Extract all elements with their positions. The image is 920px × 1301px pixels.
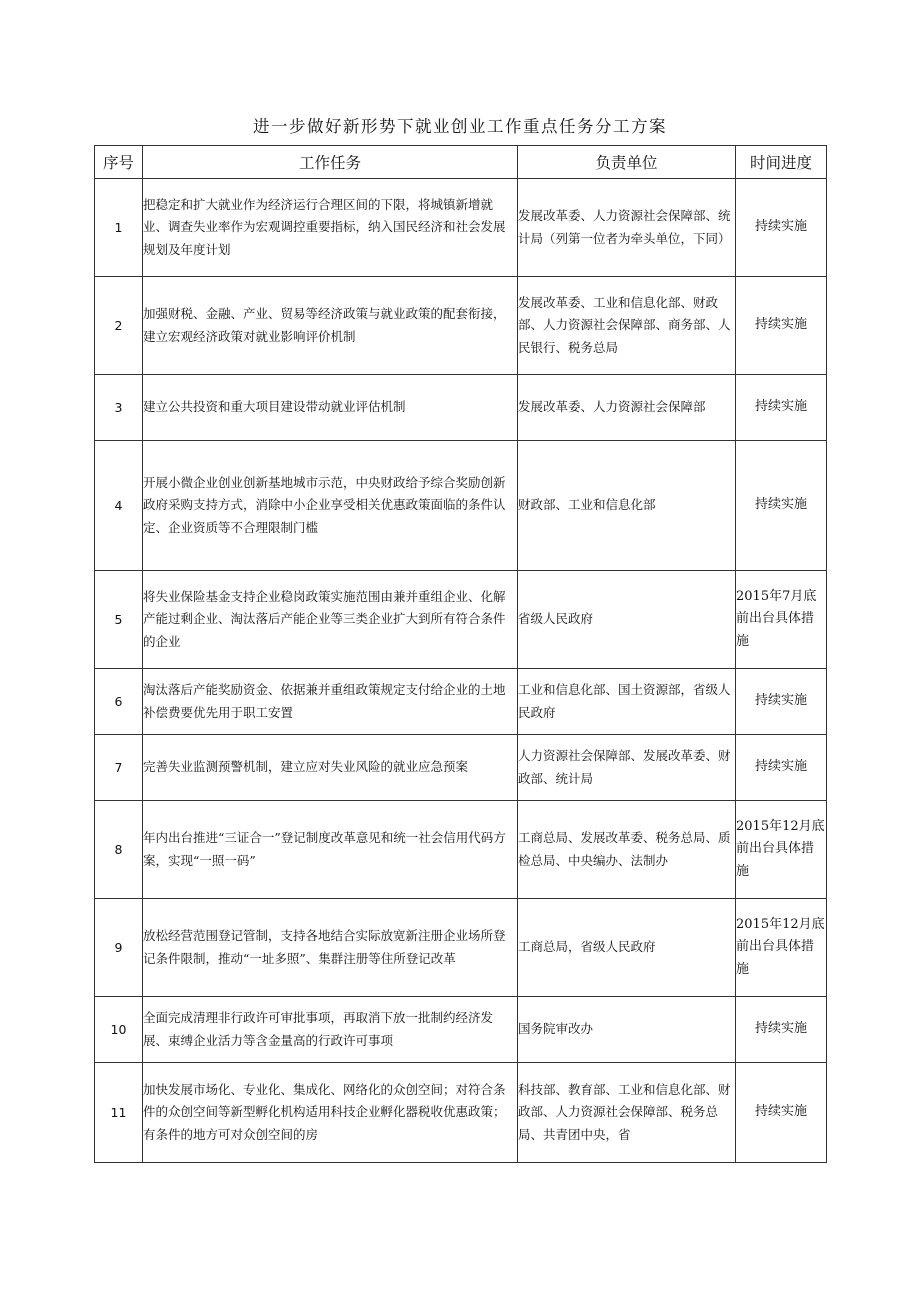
row-task: 加强财税、金融、产业、贸易等经济政策与就业政策的配套衔接，建立宏观经济政策对就业影响评价机制	[143, 277, 518, 375]
row-progress: 持续实施	[736, 441, 827, 571]
row-progress: 2015年12月底前出台具体措施	[736, 899, 827, 997]
table-row	[95, 441, 827, 571]
row-unit: 科技部、教育部、工业和信息化部、财政部、人力资源社会保障部、税务总局、共青团中央，省	[518, 1063, 736, 1163]
row-num: 5	[95, 571, 143, 669]
row-num: 6	[95, 669, 143, 735]
row-unit: 工业和信息化部、国土资源部，省级人民政府	[518, 669, 736, 735]
table-row	[95, 801, 827, 899]
row-unit: 工商总局，省级人民政府	[518, 899, 736, 997]
row-task: 放松经营范围登记管制，支持各地结合实际放宽新注册企业场所登记条件限制，推动“一址多照”、集群注册等住所登记改革	[143, 899, 518, 997]
row-task: 加快发展市场化、专业化、集成化、网络化的众创空间；对符合条件的众创空间等新型孵化机构适用科技企业孵化器税收优惠政策；有条件的地方可对众创空间的房	[143, 1063, 518, 1163]
header-unit: 负责单位	[518, 146, 736, 179]
row-unit: 人力资源社会保障部、发展改革委、财政部、统计局	[518, 735, 736, 801]
row-num: 2	[95, 277, 143, 375]
row-num: 4	[95, 441, 143, 571]
header-num: 序号	[95, 146, 143, 179]
row-task: 建立公共投资和重大项目建设带动就业评估机制	[143, 375, 518, 441]
row-task: 开展小微企业创业创新基地城市示范，中央财政给予综合奖励创新政府采购支持方式，消除中小企业享受相关优惠政策面临的条件认定、企业资质等不合理限制门槛	[143, 441, 518, 571]
row-num: 9	[95, 899, 143, 997]
row-unit: 工商总局、发展改革委、税务总局、质检总局、中央编办、法制办	[518, 801, 736, 899]
row-task: 淘汰落后产能奖励资金、依据兼并重组政策规定支付给企业的土地补偿费要优先用于职工安置	[143, 669, 518, 735]
row-unit: 发展改革委、人力资源社会保障部、统计局（列第一位者为牵头单位，下同）	[518, 179, 736, 277]
table-row	[95, 997, 827, 1063]
table-row	[95, 277, 827, 375]
table-row	[95, 735, 827, 801]
row-task: 完善失业监测预警机制，建立应对失业风险的就业应急预案	[143, 735, 518, 801]
row-progress: 持续实施	[736, 277, 827, 375]
row-num: 11	[95, 1063, 143, 1163]
row-progress: 持续实施	[736, 669, 827, 735]
row-progress: 持续实施	[736, 1063, 827, 1163]
table-row	[95, 669, 827, 735]
row-unit: 国务院审改办	[518, 997, 736, 1063]
row-num: 10	[95, 997, 143, 1063]
row-num: 3	[95, 375, 143, 441]
row-task: 把稳定和扩大就业作为经济运行合理区间的下限，将城镇新增就业、调查失业率作为宏观调控重要指标，纳入国民经济和社会发展规划及年度计划	[143, 179, 518, 277]
row-num: 8	[95, 801, 143, 899]
table-row	[95, 899, 827, 997]
row-task: 将失业保险基金支持企业稳岗政策实施范围由兼并重组企业、化解产能过剩企业、淘汰落后产能企业等三类企业扩大到所有符合条件的企业	[143, 571, 518, 669]
table-row	[95, 1063, 827, 1163]
table-row	[95, 375, 827, 441]
row-unit: 发展改革委、人力资源社会保障部	[518, 375, 736, 441]
row-task: 全面完成清理非行政许可审批事项，再取消下放一批制约经济发展、束缚企业活力等含金量高的行政许可事项	[143, 997, 518, 1063]
header-progress: 时间进度	[736, 146, 827, 179]
row-num: 7	[95, 735, 143, 801]
row-unit: 省级人民政府	[518, 571, 736, 669]
document-title: 进一步做好新形势下就业创业工作重点任务分工方案	[253, 117, 667, 136]
row-task: 年内出台推进“三证合一”登记制度改革意见和统一社会信用代码方案，实现“一照一码”	[143, 801, 518, 899]
row-progress: 2015年12月底前出台具体措施	[736, 801, 827, 899]
task-table	[94, 145, 827, 1163]
table-header-row	[95, 146, 827, 179]
row-unit: 财政部、工业和信息化部	[518, 441, 736, 571]
row-num: 1	[95, 179, 143, 277]
table-row	[95, 571, 827, 669]
row-progress: 持续实施	[736, 375, 827, 441]
row-unit: 发展改革委、工业和信息化部、财政部、人力资源社会保障部、商务部、人民银行、税务总局	[518, 277, 736, 375]
row-progress: 持续实施	[736, 179, 827, 277]
header-task: 工作任务	[143, 146, 518, 179]
row-progress: 2015年7月底前出台具体措施	[736, 571, 827, 669]
table-row	[95, 179, 827, 277]
row-progress: 持续实施	[736, 997, 827, 1063]
row-progress: 持续实施	[736, 735, 827, 801]
